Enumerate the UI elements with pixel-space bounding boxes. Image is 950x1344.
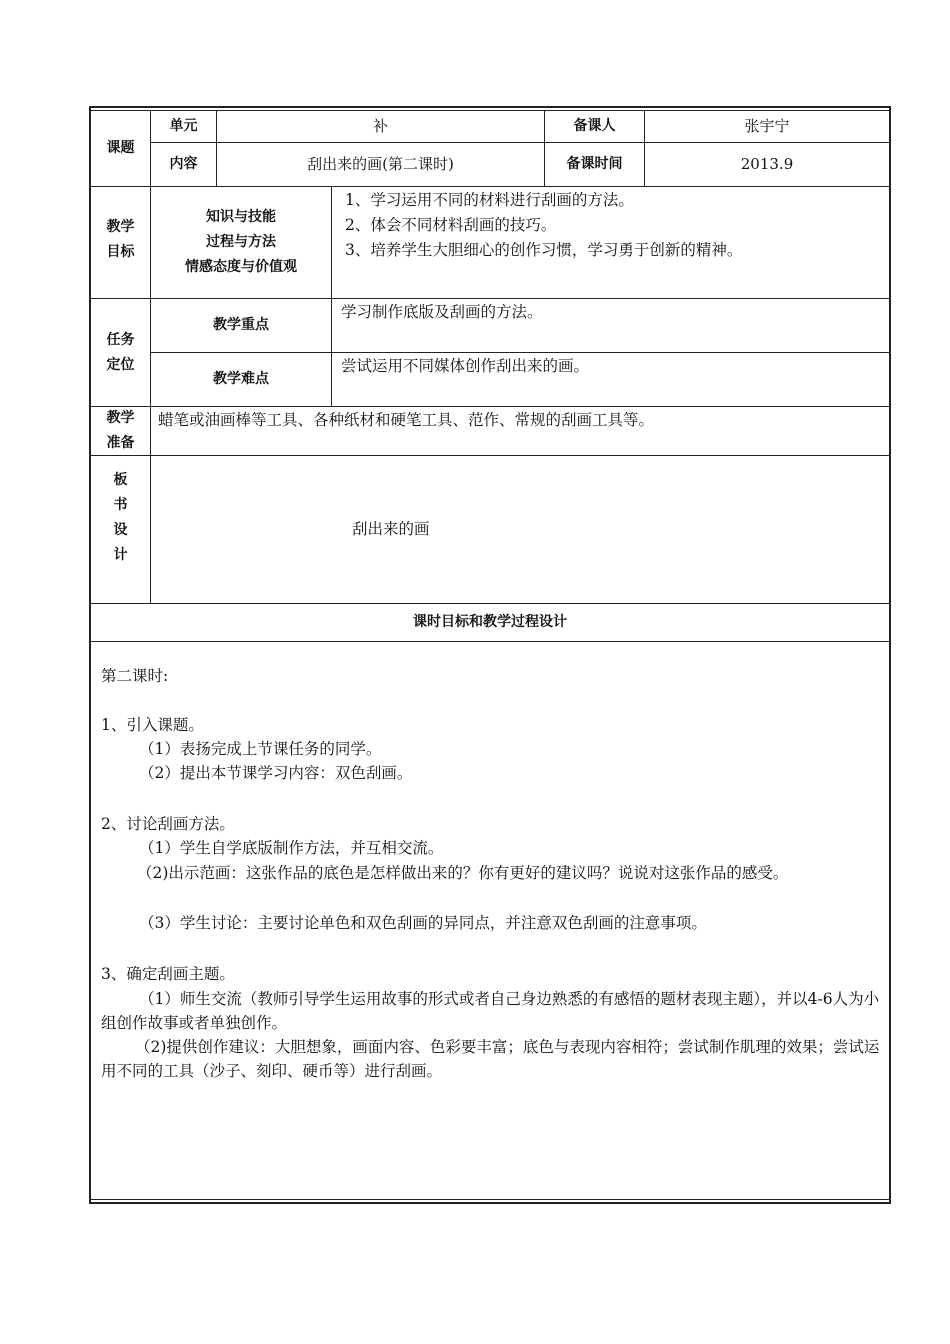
section-item: （1）学生自学底版制作方法，并互相交流。	[139, 839, 444, 857]
content-label: 内容	[169, 156, 198, 172]
grid-line	[91, 406, 889, 407]
preparation-label	[91, 407, 150, 455]
section-item: （3）学生讨论：主要讨论单色和双色刮画的异同点，并注意双色刮画的注意事项。	[139, 914, 707, 932]
task-label-line: 定位	[106, 357, 135, 373]
objectives-label-line: 目标	[106, 244, 135, 260]
preparation-label-line: 准备	[106, 435, 135, 451]
board-label-char: 计	[113, 547, 128, 563]
preparer-label: 备课人	[573, 117, 616, 134]
grid-line	[91, 1199, 889, 1200]
objective-item: 3、培养学生大胆细心的创作习惯，学习勇于创新的精神。	[345, 241, 743, 259]
topic-label: 课题	[106, 139, 135, 156]
task-label-line: 任务	[106, 332, 135, 348]
preparation-label-line: 教学	[106, 410, 135, 426]
objective-category: 情感态度与价值观	[185, 259, 297, 275]
key-point-label: 教学重点	[213, 317, 269, 333]
section-heading: 2、讨论刮画方法。	[101, 815, 235, 833]
preparation-value: 蜡笔或油画棒等工具、各种纸材和硬笔工具、范作、常规的刮画工具等。	[158, 411, 655, 429]
lesson-label: 第二课时:	[101, 667, 169, 685]
difficulty-value: 尝试运用不同媒体创作刮出来的画。	[341, 357, 590, 375]
unit-value: 补	[372, 116, 388, 135]
objective-item: 2、体会不同材料刮画的技巧。	[345, 216, 557, 234]
board-label-char: 板	[113, 472, 128, 488]
board-label-char: 书	[113, 497, 128, 513]
difficulty-label: 教学难点	[213, 371, 269, 387]
board-label	[91, 468, 150, 568]
section-heading: 3、确定刮画主题。	[101, 965, 235, 983]
section-heading: 1、引入课题。	[101, 716, 204, 734]
objective-category: 知识与技能	[206, 209, 276, 225]
grid-line	[91, 186, 889, 187]
grid-line	[91, 455, 889, 456]
section-item: （2)出示范画：这张作品的底色是怎样做出来的？你有更好的建议吗？说说对这张作品的感受。	[137, 864, 789, 882]
process-title: 课时目标和教学过程设计	[413, 614, 567, 630]
objectives-label	[91, 200, 150, 280]
prep-time-value: 2013.9	[740, 155, 794, 173]
objectives-label-line: 教学	[106, 219, 135, 235]
objective-categories	[151, 205, 331, 280]
grid-line	[91, 641, 889, 642]
section-item: （1）师生交流（教师引导学生运用故事的形式或者自己身边熟悉的有感悟的题材表现主题），并以4-6人为小组创作故事或者单独创作。	[101, 990, 880, 1032]
prep-time-label: 备课时间	[566, 156, 623, 172]
section-item: （2)提供创作建议：大胆想象，画面内容、色彩要丰富；底色与表现内容相符；尝试制作肌理的效果；尝试运用不同的工具（沙子、刻印、硬币等）进行刮画。	[101, 1038, 880, 1080]
section-item: （1）表扬完成上节课任务的同学。	[139, 740, 382, 758]
board-value: 刮出来的画	[352, 520, 430, 538]
grid-line	[331, 186, 332, 406]
preparer-value: 张宇宁	[744, 116, 790, 135]
task-label	[91, 322, 150, 384]
content-value: 刮出来的画(第二课时)	[307, 155, 454, 173]
objective-item: 1、学习运用不同的材料进行刮画的方法。	[345, 191, 634, 209]
section-item: （2）提出本节课学习内容：双色刮画。	[139, 764, 413, 782]
board-label-char: 设	[113, 522, 128, 538]
key-point-value: 学习制作底版及刮画的方法。	[341, 303, 543, 321]
objective-category: 过程与方法	[206, 234, 276, 250]
unit-label: 单元	[169, 117, 198, 134]
